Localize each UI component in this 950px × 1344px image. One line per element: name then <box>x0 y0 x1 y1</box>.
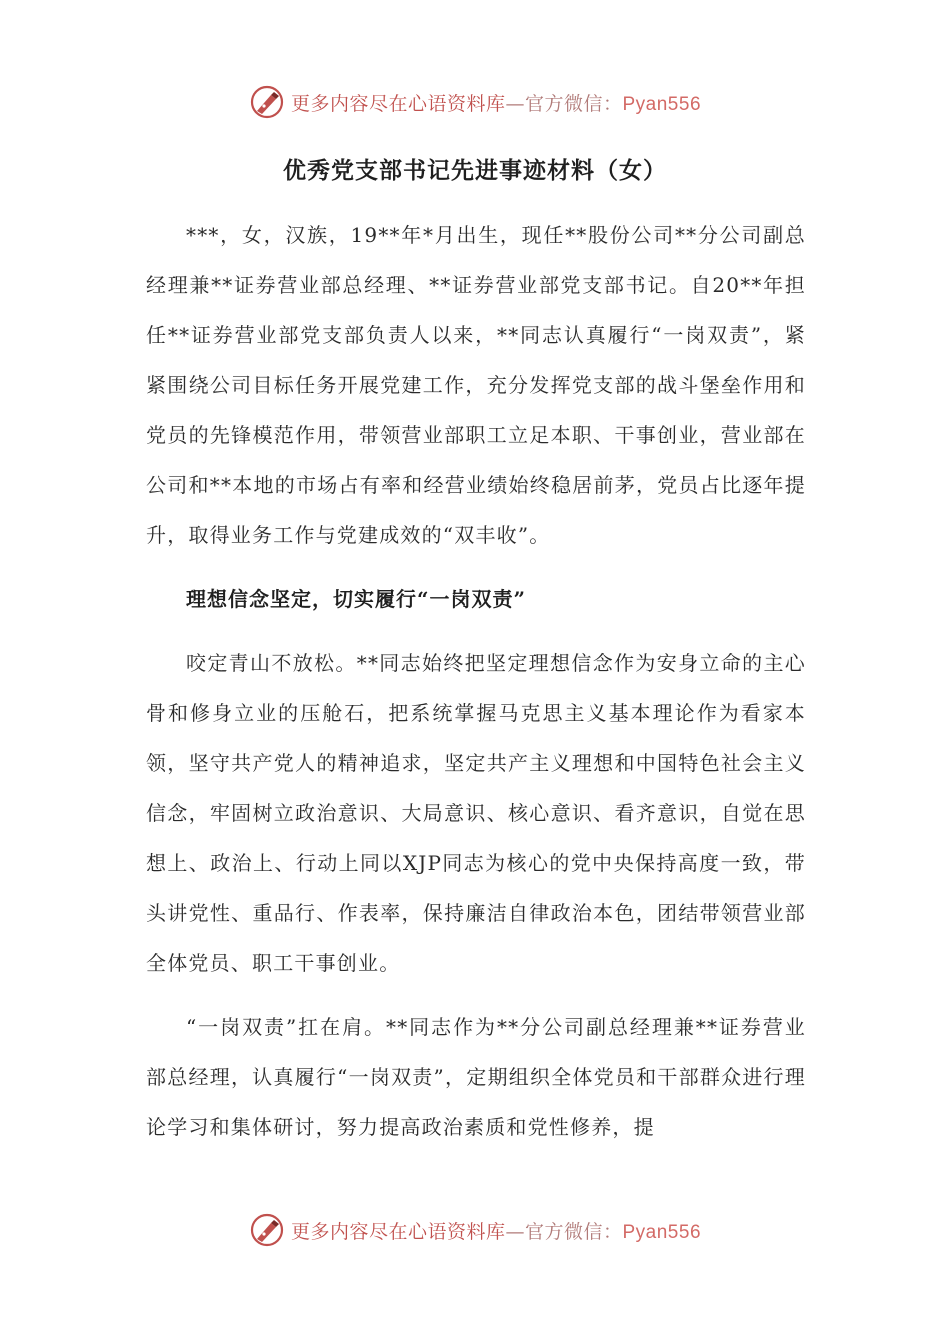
watermark-prefix: 更多内容尽在心语资料库 <box>290 1220 506 1243</box>
watermark-middle: 官方微信： <box>524 92 623 115</box>
watermark-prefix: 更多内容尽在心语资料库 <box>290 92 506 115</box>
paragraph-duties: “一岗双责”扛在肩。**同志作为**分公司副总经理兼**证券营业部总经理，认真履行“一岗双责”，定期组织全体党员和干部群众进行理论学习和集体研讨，努力提高政治素质和党性修养，提 <box>146 1015 806 1139</box>
watermark-id: Pyan556 <box>622 1221 702 1243</box>
document-body <box>146 210 806 1152</box>
document-title: 优秀党支部书记先进事迹材料（女） <box>283 157 667 184</box>
pen-nib-logo-icon <box>249 1212 285 1248</box>
paragraph-intro: ***，女，汉族，19**年*月出生，现任**股份公司**分公司副总经理兼**证券营业部总经理、**证券营业部党支部书记。自20**年担任**证券营业部党支部负责人以来，**同志认真履行“一岗双责”，紧紧围绕公司目标任务开展党建工作，充分发挥党支部的战斗堡垒作用和党员的先锋模范作用，带领营业部职工立足本职、干事创业，营业部在公司和**本地的市场占有率和经营业绩始终稳居前茅，党员占比逐年提升，取得业务工作与党建成效的“双丰收”。 <box>146 223 806 547</box>
watermark-dash: — <box>505 1220 525 1243</box>
section-heading: 理想信念坚定，切实履行“一岗双责” <box>186 587 527 611</box>
watermark-banner-bottom <box>0 1208 950 1252</box>
watermark-text <box>291 89 701 116</box>
paragraph-ideals: 咬定青山不放松。**同志始终把坚定理想信念作为安身立命的主心骨和修身立业的压舱石，把系统掌握马克思主义基本理论作为看家本领，坚守共产党人的精神追求，坚定共产主义理想和中国特色社会主义信念，牢固树立政治意识、大局意识、核心意识、看齐意识，自觉在思想上、政治上、行动上同以XJP同志为核心的党中央保持高度一致，带头讲党性、重品行、作表率，保持廉洁自律政治本色，团结带领营业部全体党员、职工干事创业。 <box>146 651 806 975</box>
watermark-middle: 官方微信： <box>524 1220 623 1243</box>
watermark-id: Pyan556 <box>622 93 702 115</box>
pen-nib-logo-icon <box>249 84 285 120</box>
watermark-banner-top <box>0 80 950 124</box>
watermark-dash: — <box>505 92 525 115</box>
watermark-text <box>291 1217 701 1244</box>
